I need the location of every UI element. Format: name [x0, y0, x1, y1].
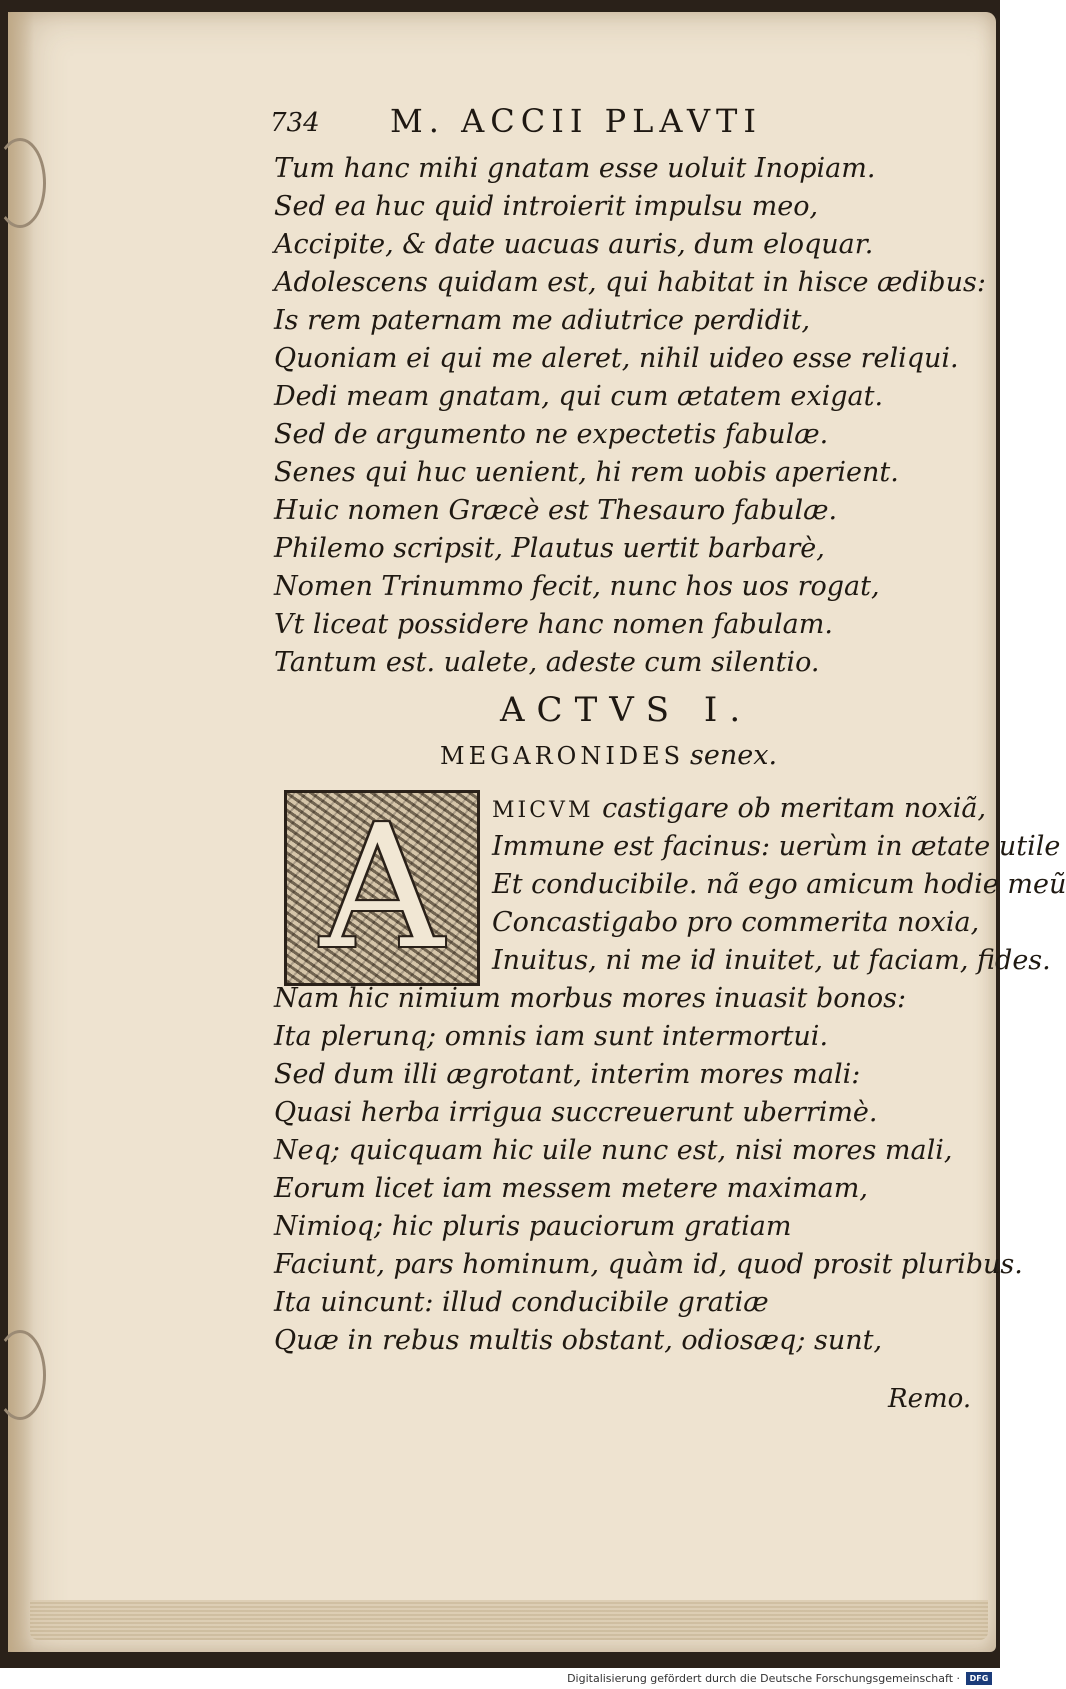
- dfg-logo-icon: DFG: [966, 1672, 992, 1685]
- speaker-heading: [440, 740, 777, 771]
- verse-line: Is rem paternam me adiutrice perdidit,: [274, 305, 811, 336]
- verse-line: Et conducibile. nã ego amicum hodie meũ: [492, 869, 1066, 900]
- verse-line: Dedi meam gnatam, qui cum ætatem exigat.: [274, 381, 884, 412]
- act-opening-verse: [492, 790, 1066, 980]
- act-heading: ACTVS I.: [500, 690, 753, 730]
- speaker-name: MEGARONIDES: [440, 742, 685, 770]
- verse-line: Inuitus, ni me id inuitet, ut faciam, fides.: [492, 945, 1051, 976]
- verse-line: Adolescens quidam est, qui habitat in hisce ædibus:: [274, 267, 986, 298]
- first-word: MICVM: [492, 798, 594, 823]
- verse-line: Ita uincunt: illud conducibile gratiæ: [274, 1287, 769, 1318]
- verse-line: Quasi herba irrigua succreuerunt uberrimè.: [274, 1097, 878, 1128]
- verse-line: Nomen Trinummo fecit, nunc hos uos rogat,: [274, 571, 880, 602]
- decorated-initial: [284, 790, 480, 986]
- verse-line: Sed dum illi ægrotant, interim mores mali:: [274, 1059, 861, 1090]
- page-edges: [30, 1600, 988, 1640]
- verse-line: Quæ in rebus multis obstant, odiosæq; sunt,: [274, 1325, 883, 1356]
- verse-line: Philemo scripsit, Plautus uertit barbarè,: [274, 533, 825, 564]
- prologue-verse: [274, 150, 986, 682]
- verse-line: Eorum licet iam messem metere maximam,: [274, 1173, 868, 1204]
- page-number: 734: [270, 108, 320, 138]
- speaker-role: senex.: [690, 740, 778, 771]
- footer-bar: [0, 1668, 1000, 1689]
- page-header: [270, 102, 830, 142]
- verse-line: Ita plerunq; omnis iam sunt intermortui.: [274, 1021, 829, 1052]
- verse-line: Huic nomen Græcè est Thesauro fabulæ.: [274, 495, 838, 526]
- initial-letter: A: [320, 789, 444, 987]
- verse-line: Quoniam ei qui me aleret, nihil uideo esse reliqui.: [274, 343, 959, 374]
- footer-credit: Digitalisierung gefördert durch die Deutsche Forschungsgemeinschaft ·: [567, 1672, 960, 1685]
- running-head: M. ACCII PLAVTI: [390, 102, 763, 140]
- verse-line: Tantum est. ualete, adeste cum silentio.: [274, 647, 820, 678]
- verse-line: Nimioq; hic pluris pauciorum gratiam: [274, 1211, 792, 1242]
- verse-line: Immune est facinus: uerùm in ætate utile: [492, 831, 1061, 862]
- verse-line: Accipite, & date uacuas auris, dum eloquar.: [274, 229, 874, 260]
- first-line-rest: castigare ob meritam noxiã,: [602, 793, 987, 824]
- verse-line: Vt liceat possidere hanc nomen fabulam.: [274, 609, 833, 640]
- verse-line: Concastigabo pro commerita noxia,: [492, 907, 980, 938]
- verse-line: Tum hanc mihi gnatam esse uoluit Inopiam.: [274, 153, 876, 184]
- verse-line: Sed ea huc quid introierit impulsu meo,: [274, 191, 819, 222]
- catchword: Remo.: [888, 1384, 972, 1414]
- verse-line: Nam hic nimium morbus mores inuasit bonos:: [274, 983, 907, 1014]
- verse-line: Faciunt, pars hominum, quàm id, quod prosit pluribus.: [274, 1249, 1023, 1280]
- act-verse: [274, 980, 1023, 1360]
- verse-line: Sed de argumento ne expectetis fabulæ.: [274, 419, 829, 450]
- verse-line: Neq; quicquam hic uile nunc est, nisi mores mali,: [274, 1135, 953, 1166]
- verse-line: Senes qui huc uenient, hi rem uobis aperient.: [274, 457, 899, 488]
- verse-line: [492, 790, 987, 828]
